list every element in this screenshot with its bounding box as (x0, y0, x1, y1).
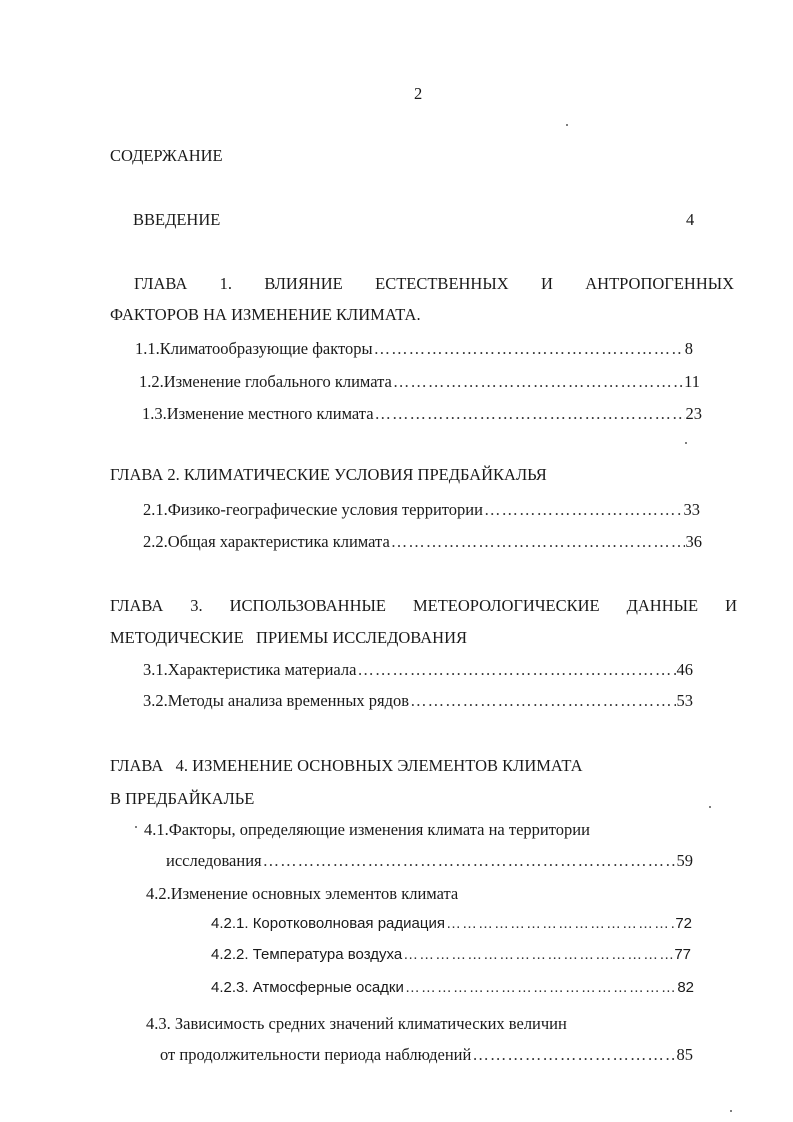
toc-entry-4-3: от продолжительности периода наблюдений …………………………………………………………………………………………………………………… 85 (160, 1045, 693, 1065)
scan-speck (730, 1110, 732, 1112)
chapter-3-title-line2: МЕТОДИЧЕСКИЕ ПРИЕМЫ ИССЛЕДОВАНИЯ (110, 628, 468, 647)
toc-entry-4-2: 4.2.Изменение основных элементов климата (146, 884, 459, 903)
chapter-1-title-line1: ГЛАВА 1. ВЛИЯНИЕ ЕСТЕСТВЕННЫХ И АНТРОПОГЕННЫХ (134, 274, 735, 293)
intro-label: ВВЕДЕНИЕ (133, 210, 221, 229)
toc-entry-4-3-line1: 4.3. Зависимость средних значений климатических величин (146, 1014, 567, 1033)
toc-entry-2-1: 2.1.Физико-географические условия территории …………………………………………………………………………………………………………………… 33 (143, 500, 700, 520)
toc-entry-1-2: 1.2.Изменение глобального климата …………………………………………………………………………………………………………………… 11 (139, 372, 700, 392)
chapter-3-title-line1: ГЛАВА 3. ИСПОЛЬЗОВАННЫЕ МЕТЕОРОЛОГИЧЕСКИЕ ДАННЫЕ И (110, 596, 738, 615)
scan-speck (135, 826, 137, 828)
toc-entry-4-2-1: 4.2.1. Коротковолновая радиация …………………………………………………………………………………………………………………… 72 (211, 915, 692, 932)
scan-speck (685, 442, 687, 444)
chapter-4-title-line1: ГЛАВА 4. ИЗМЕНЕНИЕ ОСНОВНЫХ ЭЛЕМЕНТОВ КЛИМАТА (110, 756, 583, 775)
toc-entry-1-1: 1.1.Климатообразующие факторы …………………………………………………………………………………………………………………… 8 (135, 339, 693, 359)
scan-speck (566, 124, 568, 126)
toc-entry-4-1-line1: 4.1.Факторы, определяющие изменения климата на территории (144, 820, 590, 839)
toc-entry-2-2: 2.2.Общая характеристика климата …………………………………………………………………………………………………………………… 36 (143, 532, 702, 552)
toc-entry-4-2-2: 4.2.2. Температура воздуха …………………………………………………………………………………………………………………… 77 (211, 946, 691, 963)
page-number: 2 (414, 84, 423, 103)
toc-entry-3-1: 3.1.Характеристика материала …………………………………………………………………………………………………………………… 46 (143, 660, 693, 680)
scan-speck (709, 806, 711, 808)
toc-entry-4-2-3: 4.2.3. Атмосферные осадки …………………………………………………………………………………………………………………… 82 (211, 979, 694, 996)
chapter-2-title: ГЛАВА 2. КЛИМАТИЧЕСКИЕ УСЛОВИЯ ПРЕДБАЙКАЛЬЯ (110, 465, 547, 484)
intro-page: 4 (686, 210, 695, 229)
chapter-1-title-line2: ФАКТОРОВ НА ИЗМЕНЕНИЕ КЛИМАТА. (110, 305, 421, 324)
contents-heading: СОДЕРЖАНИЕ (110, 146, 223, 165)
toc-entry-1-3: 1.3.Изменение местного климата …………………………………………………………………………………………………………………… 23 (142, 404, 702, 424)
toc-entry-4-1: исследования …………………………………………………………………………………………………………………… 59 (166, 851, 693, 871)
toc-entry-3-2: 3.2.Методы анализа временных рядов …………………………………………………………………………………………………………………… 53 (143, 691, 693, 711)
chapter-4-title-line2: В ПРЕДБАЙКАЛЬЕ (110, 789, 255, 808)
